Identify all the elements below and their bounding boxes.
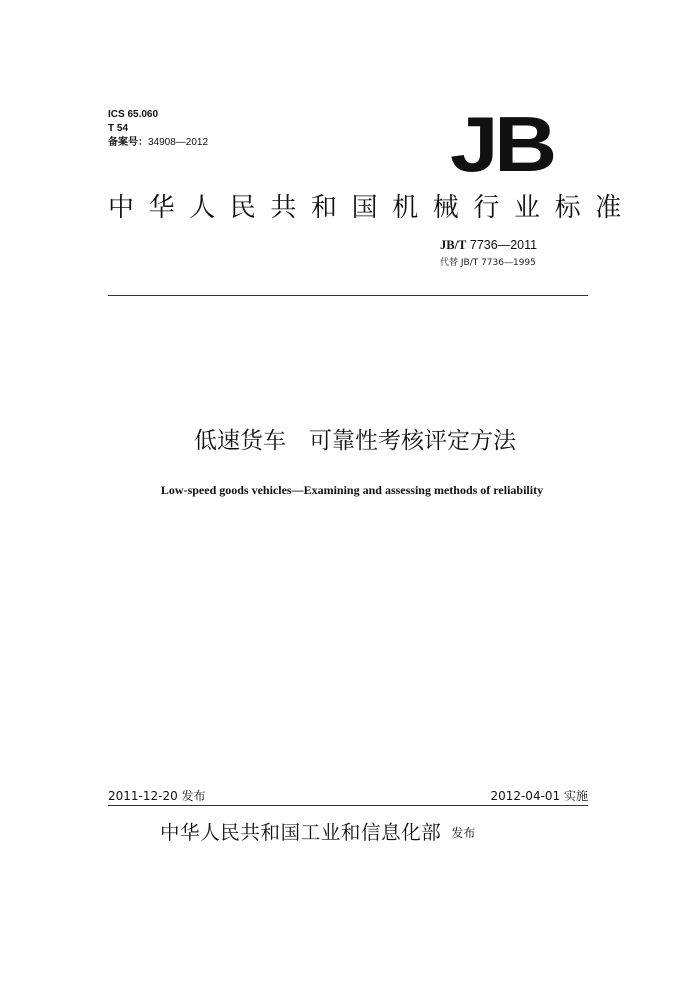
classification-block	[108, 108, 208, 150]
publisher	[160, 818, 475, 848]
record-line	[108, 136, 208, 150]
industry-standard-title: 中华人民共和国机械行业标准	[108, 193, 636, 223]
standard-prefix: JB/T	[440, 238, 467, 252]
publish-date: 2011-12-20 发布	[108, 789, 206, 803]
document-title-english: Low-speed goods vehicles—Examining and assessing methods of reliability	[160, 483, 544, 497]
document-title-chinese: 低速货车 可靠性考核评定方法	[194, 428, 516, 454]
record-label: 备案号：	[108, 137, 148, 148]
standard-code: 7736—2011	[469, 238, 538, 252]
top-divider	[108, 295, 588, 296]
publisher-action: 发布	[451, 826, 476, 840]
implementation-date: 2012-04-01 实施	[490, 789, 588, 803]
standard-number	[440, 236, 537, 254]
ics-code: ICS 65.060	[108, 109, 159, 120]
class-code: T 54	[108, 123, 129, 134]
bottom-divider	[108, 805, 588, 806]
jb-logo: JB	[450, 100, 553, 188]
record-number: 34908—2012	[148, 137, 209, 148]
replaced-standard: 代替 JB/T 7736—1995	[440, 258, 536, 268]
publisher-name: 中华人民共和国工业和信息化部	[160, 821, 442, 844]
